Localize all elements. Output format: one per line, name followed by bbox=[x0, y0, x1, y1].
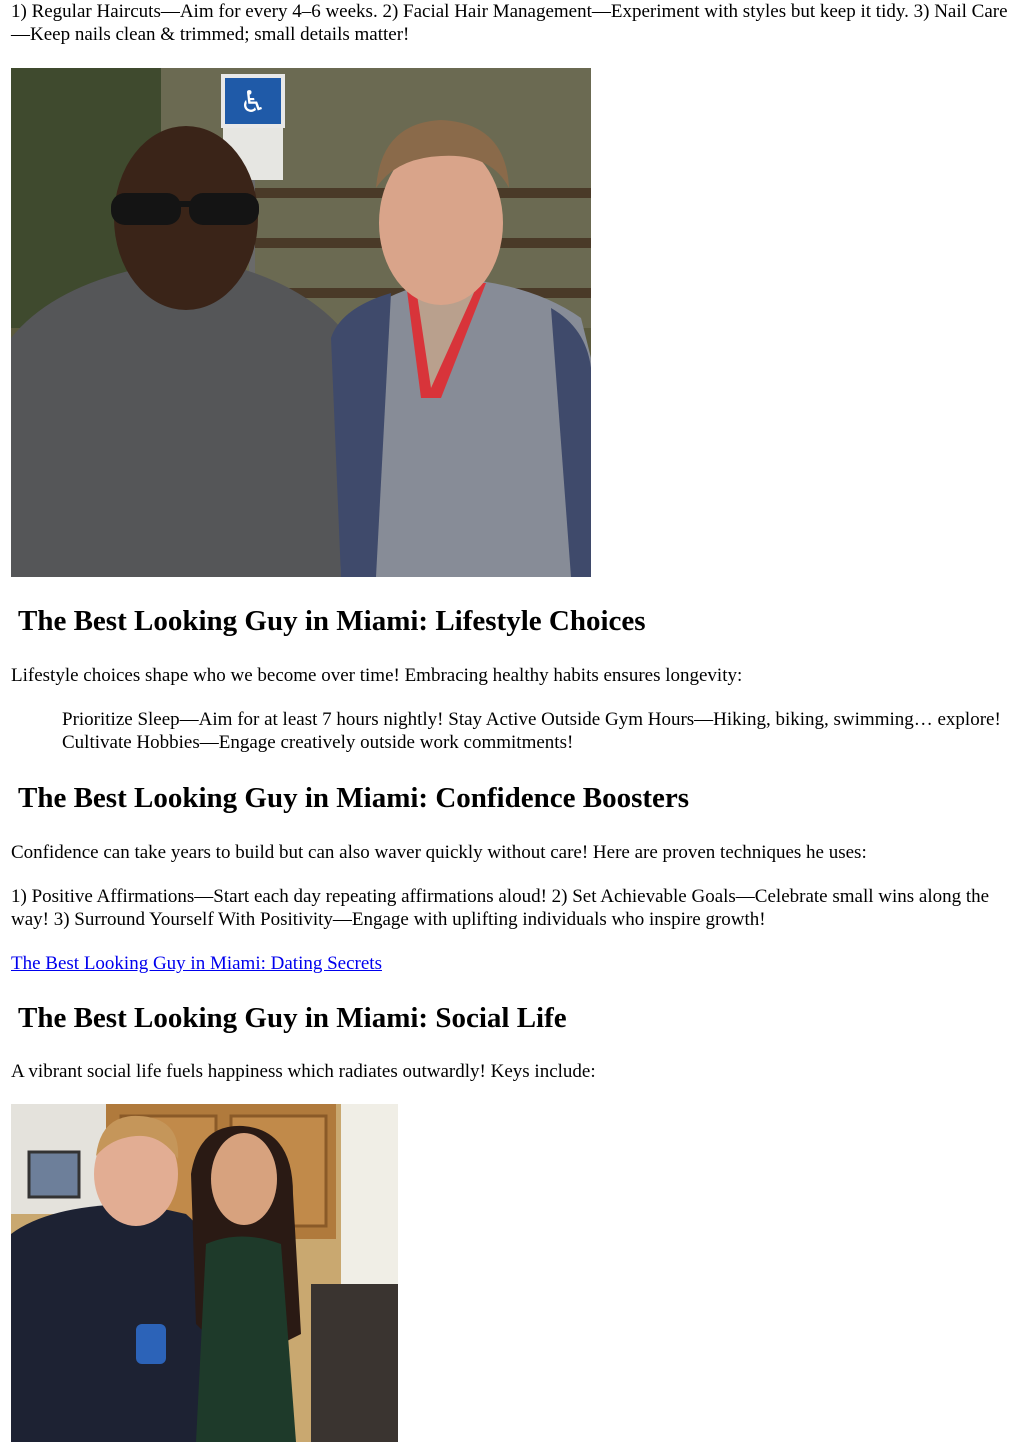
grooming-list-text: 1) Regular Haircuts—Aim for every 4–6 weeks. 2) Facial Hair Management—Experiment with styles but keep it tidy. 3) Nail Care—Keep nails clean & trimmed; small details matter! bbox=[11, 1, 1008, 45]
social-intro: A vibrant social life fuels happiness which radiates outwardly! Keys include: bbox=[11, 1061, 596, 1082]
dating-secrets-link[interactable]: The Best Looking Guy in Miami: Dating Secrets bbox=[11, 953, 382, 974]
photo-couple bbox=[11, 1104, 398, 1442]
confidence-intro: Confidence can take years to build but can also waver quickly without care! Here are proven techniques he uses: bbox=[11, 842, 867, 863]
photo-two-men bbox=[11, 68, 591, 577]
confidence-list: 1) Positive Affirmations—Start each day repeating affirmations aloud! 2) Set Achievable Goals—Celebrate small wins along the way! 3) Surround Yourself With Positivity—Engage with uplifting individuals who inspire growth! bbox=[11, 886, 990, 930]
svg-text:♿: ♿ bbox=[239, 85, 267, 120]
lifestyle-heading: The Best Looking Guy in Miami: Lifestyle Choices bbox=[18, 605, 646, 637]
social-heading: The Best Looking Guy in Miami: Social Life bbox=[18, 1002, 567, 1034]
dating-link-paragraph bbox=[11, 952, 1016, 975]
lifestyle-intro: Lifestyle choices shape who we become over time! Embracing healthy habits ensures longevity: bbox=[11, 665, 743, 686]
confidence-heading: The Best Looking Guy in Miami: Confidence Boosters bbox=[18, 782, 690, 814]
lifestyle-quote: Prioritize Sleep—Aim for at least 7 hours nightly! Stay Active Outside Gym Hours—Hiking, biking, swimming… explore! Cultivate Hobbies—Engage creatively outside work commitments! bbox=[62, 709, 1001, 753]
